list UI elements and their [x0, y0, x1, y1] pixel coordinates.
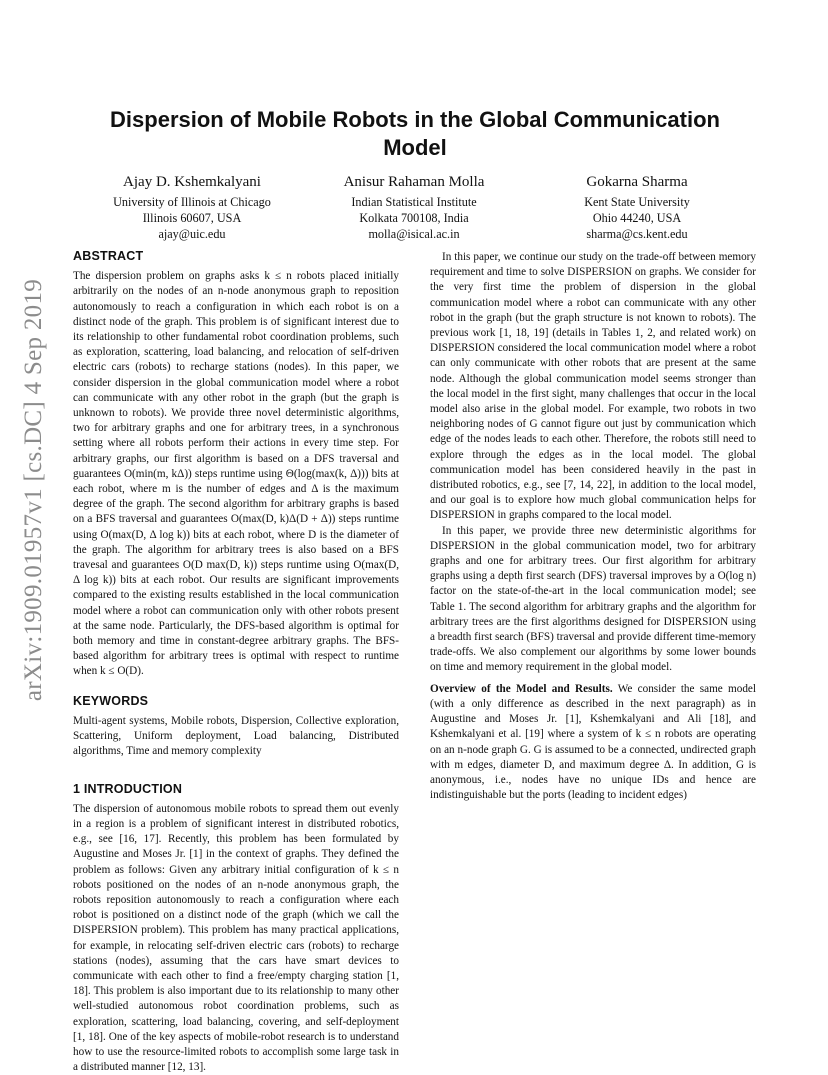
arxiv-identifier: arXiv:1909.01957v1 [cs.DC] 4 Sep 2019	[20, 278, 48, 702]
paper-title: Dispersion of Mobile Robots in the Global Communication Model	[110, 107, 720, 160]
introduction-paragraph-2: In this paper, we continue our study on the trade-off between memory requirement and time to solve DISPERSION on graphs. We consider for the very first time the problem of dispersion in the global communication model where a robot can communicate with any other robot in the graph (but the graph structure is not known to robots). The previous work [1, 18, 19] (details in Tables 1, 2, and related work) on DISPERSION considered the local communication model where a robot can only communicate with other robots that are present at the same node. Although the global communication model seems stronger than the local model in the first sight, many challenges that occur in the local model also arise in the global model. For example, two robots in two neighboring nodes of G cannot figure out just by communication which edge of the nodes leads to each other. Therefore, the robots still need to explore through the edges as in the local model. The global communication model has been considered heavily in the past in distributed robotics, e.g., see [7, 14, 22], in addition to the local model, and our goal is to explore how much global communication helps for DISPERSION in graphs compared to the local model.	[430, 251, 756, 522]
left-column	[73, 249, 399, 1075]
arxiv-stamp	[12, 210, 56, 770]
author-affiliation: Kent State University	[584, 195, 690, 209]
introduction-paragraph-1: The dispersion of autonomous mobile robots to spread them out evenly in a region is a problem of significant interest in distributed robotics, e.g., see [16, 17]. Recently, this problem has been formulated by Augustine and Moses Jr. [1] in the context of graphs. They defined the problem as follows: Given any arbitrary initial configuration of k ≤ n robots positioned on the nodes of an n-node anonymous graph, the robots reposition autonomously to reach a configuration where each robot is positioned on a distinct node of the graph (which we call the DISPERSION problem). This problem has many practical applications, for example, in relocating self-driven electric cars (robots) to recharge stations (nodes), assuming that the cars have smart devices to communicate with each other to find a free/empty charging station [1, 18]. This problem is also important due to its relationship to many other well-studied autonomous robot coordination problems, such as exploration, scattering, load balancing, covering, and self-deployment [1, 18]. One of the key aspects of mobile-robot research is to understand how to use the resource-limited robots to accomplish some large task in a distributed manner [12, 13].	[73, 802, 399, 1074]
overview-text: We consider the same model (with a only difference as described in the next paragraph) as in Augustine and Moses Jr. [1], Kshemkalyani and Ali [18], and Kshemkalyani et al. [19] where a system of k ≤ n robots are operating on an n-node graph G. G is assumed to be a connected, undirected graph with m edges, diameter D, and maximum degree Δ. In addition, G is anonymous, i.e., nodes have no unique IDs and hence are indistinguishable but the ports (leading to incident edges)	[430, 682, 756, 802]
abstract-heading: ABSTRACT	[73, 249, 144, 263]
introduction-paragraph-3: In this paper, we provide three new deterministic algorithms for DISPERSION in the global communication model, two for arbitrary graphs and one for arbitrary trees. Our first algorithm for arbitrary graphs using a depth first search (DFS) traversal improves by a O(log n) factor on the state-of-the-art in the local communication model; see Table 1. The second algorithm for arbitrary graphs and the algorithm for arbitrary trees are the first algorithms designed for DISPERSION using a breadth first search (BFS) traversal and provide different time-memory trade-offs. We also complement our algorithms by some lower bounds on time and memory requirement in the global model.	[430, 524, 756, 674]
author-name: Ajay D. Kshemkalyani	[123, 174, 261, 190]
author-email: molla@isical.ac.in	[368, 227, 460, 241]
right-column	[430, 250, 756, 803]
author-affiliation: Indian Statistical Institute	[351, 195, 477, 209]
author-email: ajay@uic.edu	[158, 227, 226, 241]
author-email: sharma@cs.kent.edu	[586, 227, 688, 241]
overview-paragraph	[430, 682, 756, 804]
keywords-heading: KEYWORDS	[73, 693, 149, 708]
overview-heading: Overview of the Model and Results.	[430, 682, 613, 695]
abstract-text: The dispersion problem on graphs asks k ≤ n robots placed initially arbitrarily on the nodes of an n-node anonymous graph to reposition autonomously to reach a configuration in which each robot is on a distinct node of the graph. This problem is of significant interest due to its relationship to other fundamental robot coordination problems, such as exploration, scattering, load balancing, and relocation of self-driven electric cars (robots) to recharge stations (nodes). In this paper, we consider dispersion in the global communication model where a robot can communicate with any other robot in the graph (but the graph is unknown to robots). We provide three novel deterministic algorithms, two for arbitrary graphs and one for arbitrary trees, in a synchronous setting where all robots perform their actions in every time step. For arbitrary graphs, our first algorithm is based on a DFS traversal and guarantees O(min(m, kΔ)) steps runtime using Θ(log(max(k, Δ))) bits at each robot, where m is the number of edges and Δ is the maximum degree of the graph. The second algorithm for arbitrary graphs is based on a BFS traversal and guarantees O(max(D, k)Δ(D + Δ)) steps runtime using O(max(D, Δ log k)) bits at each robot, where D is the diameter of the graph. The algorithm for arbitrary trees is also based on a BFS travesal and guarantees O(D max(D, k)) steps runtime using O(max(D, Δ log k)) bits at each robot. Our results are significant improvements compared to the existing results established in the local communication model where a robot can communication only with other robots present at the same node. Particularly, the DFS-based algorithm is optimal for both memory and time in constant-degree arbitrary graphs. The BFS-based algorithm for arbitrary trees is optimal with respect to runtime when k ≤ O(D).	[73, 270, 399, 678]
author-address: Ohio 44240, USA	[592, 211, 682, 225]
author-address: Illinois 60607, USA	[142, 211, 242, 225]
author-block-1	[82, 172, 302, 242]
author-affiliation: University of Illinois at Chicago	[113, 195, 271, 209]
author-block-3	[527, 172, 747, 242]
author-block-2	[304, 172, 524, 242]
author-name: Gokarna Sharma	[586, 174, 688, 190]
author-address: Kolkata 700108, India	[359, 211, 469, 225]
keywords-text: Multi-agent systems, Mobile robots, Dispersion, Collective exploration, Scattering, Uniform deployment, Load balancing, Distributed algorithms, Time and memory complexity	[73, 714, 399, 758]
author-name: Anisur Rahaman Molla	[343, 174, 485, 190]
introduction-heading: 1 INTRODUCTION	[73, 781, 183, 796]
